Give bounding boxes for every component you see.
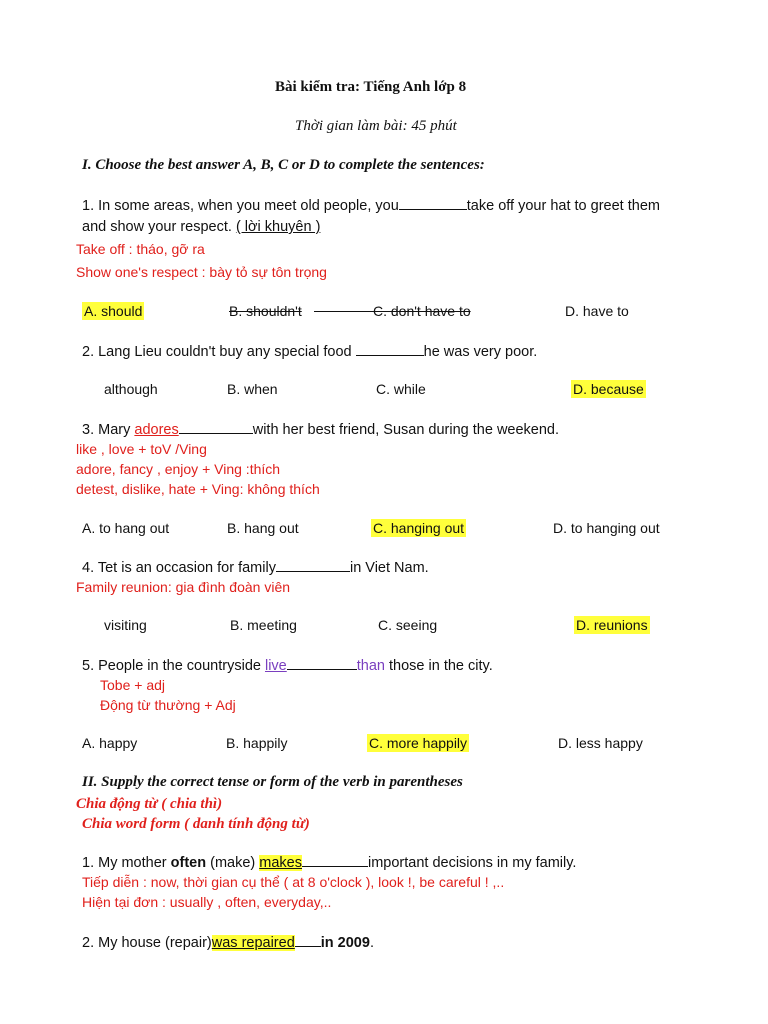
note: adore, fancy , enjoy + Ving :thích (76, 461, 281, 477)
option-b[interactable]: B. happily (226, 735, 288, 751)
option-d[interactable]: D. less happy (558, 735, 643, 751)
strike-connector (314, 311, 374, 312)
q1-line2: and show your respect. ( lời khuyên ) (82, 219, 321, 235)
time-limit: Thời gian làm bài: 45 phút (295, 118, 457, 134)
answer-blank[interactable] (356, 341, 424, 356)
option-d-correct[interactable]: D. reunions (576, 617, 648, 633)
answer-word: makes (259, 855, 302, 871)
highlight-word: live (264, 658, 287, 674)
option-c[interactable]: C. while (376, 381, 426, 397)
option-b[interactable]: B. shouldn't (229, 303, 302, 319)
option-a[interactable]: A. happy (82, 735, 138, 751)
option-c[interactable]: C. seeing (378, 617, 438, 633)
q1-line1: 1. In some areas, when you meet old people, you take off your hat to greet them (82, 195, 660, 215)
option-d-correct[interactable]: D. because (573, 381, 644, 397)
option-a[interactable]: A. to hang out (82, 520, 170, 536)
note: detest, dislike, hate + Ving: không thích (76, 481, 320, 497)
s2-q1-line: 1. My mother often (make) makes important decisions in my family. (82, 852, 576, 872)
section-2-subheading: Chia word form ( danh tính động từ) (82, 816, 310, 832)
option-a[interactable]: although (104, 381, 158, 397)
note: Tiếp diễn : now, thời gian cụ thể ( at 8 o'clock ), look !, be careful ! ,.. (82, 874, 505, 890)
option-b[interactable]: B. meeting (230, 617, 297, 633)
q2-line: 2. Lang Lieu couldn't buy any special food he was very poor. (82, 341, 537, 361)
option-c-correct[interactable]: C. more happily (369, 735, 468, 751)
s2-q2-line: 2. My house (repair)was repaired in 2009. (82, 932, 374, 952)
option-b[interactable]: B. when (227, 381, 278, 397)
section-2-subheading: Chia động từ ( chia thì) (76, 796, 223, 812)
answer-word: was repaired (211, 935, 295, 951)
note: Tobe + adj (100, 677, 165, 693)
note: Động từ thường + Adj (100, 697, 236, 713)
option-c-correct[interactable]: C. hanging out (373, 520, 465, 536)
note: Hiện tại đơn : usually , often, everyday,.. (82, 894, 332, 910)
answer-blank[interactable] (302, 852, 368, 867)
note: Take off : tháo, gỡ ra (76, 241, 205, 257)
answer-blank[interactable] (295, 932, 321, 947)
page-title: Bài kiểm tra: Tiếng Anh lớp 8 (275, 79, 467, 95)
section-1-heading: I. Choose the best answer A, B, C or D to complete the sentences: (82, 157, 485, 173)
option-c[interactable]: C. don't have to (373, 303, 471, 319)
option-d[interactable]: D. to hanging out (553, 520, 660, 536)
option-a[interactable]: visiting (104, 617, 147, 633)
answer-word: adores (134, 422, 179, 438)
q4-line: 4. Tet is an occasion for family in Viet Nam. (82, 557, 429, 577)
answer-blank[interactable] (287, 655, 357, 670)
answer-blank[interactable] (276, 557, 350, 572)
q5-line: 5. People in the countryside live than those in the city. (82, 655, 493, 675)
answer-blank[interactable] (399, 195, 467, 210)
q3-line: 3. Mary adores with her best friend, Susan during the weekend. (82, 419, 559, 439)
answer-blank[interactable] (179, 419, 253, 434)
highlight-word: than (356, 658, 385, 674)
option-d[interactable]: D. have to (565, 303, 629, 319)
option-b[interactable]: B. hang out (227, 520, 299, 536)
note: Family reunion: gia đình đoàn viên (76, 579, 291, 595)
section-2-heading: II. Supply the correct tense or form of the verb in parentheses (82, 774, 463, 790)
option-a-correct[interactable]: A. should (84, 303, 143, 319)
note: like , love + toV /Ving (76, 441, 207, 457)
hint-advice: ( lời khuyên ) (235, 219, 321, 235)
note: Show one's respect : bày tỏ sự tôn trọng (76, 264, 327, 280)
